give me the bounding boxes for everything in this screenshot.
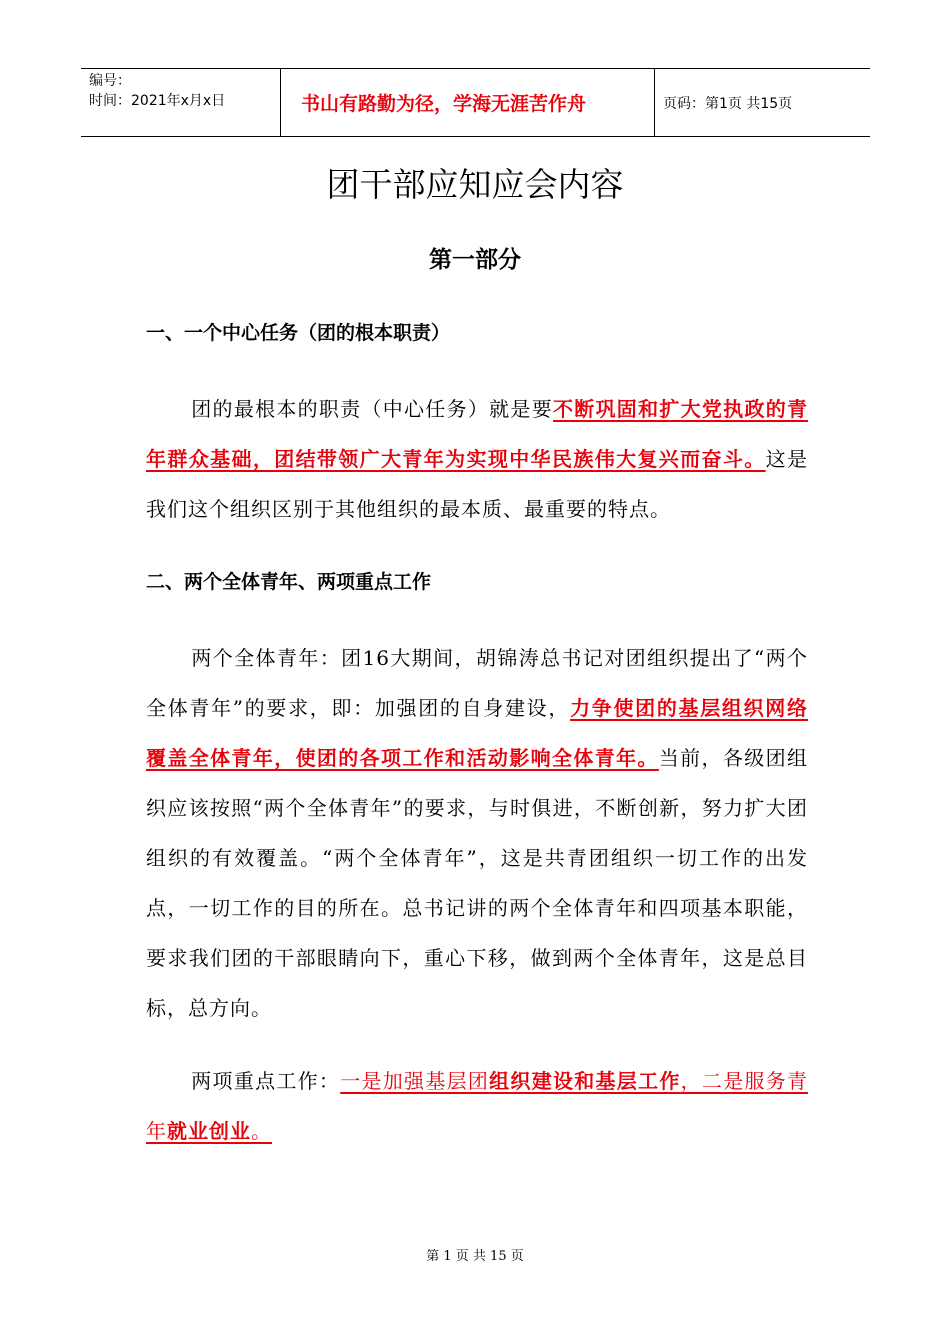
section2-p2-red-3: 。 — [251, 1119, 272, 1143]
section2-heading: 二、两个全体青年、两项重点工作 — [146, 571, 432, 593]
section2-p1-highlight: 力争使团的基层组织网络覆盖全体青年，使团的各项工作和活动影响全体青年。 — [146, 696, 808, 770]
section1-p1-plain: 团的最根本的职责（中心任务）就是要 — [191, 397, 553, 421]
section2-paragraph-2 — [146, 1056, 808, 1156]
section2-p1-plain: 两个全体青年：团16大期间，胡锦涛总书记对团组织提出了“两个全体青年”的要求，即：加强团的自身建设， — [146, 646, 808, 720]
page-footer: 第 1 页 共 15 页 — [426, 1249, 524, 1264]
motto: 书山有路勤为径，学海无涯苦作舟 — [281, 69, 655, 136]
section2-p2-red-2: ，二是服务青年 — [146, 1069, 809, 1143]
section1-p1-highlight: 不断巩固和扩大党执政的青年群众基础，团结带领广大青年为实现中华民族伟大复兴而奋斗。 — [146, 397, 809, 471]
section1-paragraph — [146, 384, 808, 534]
section2-paragraph-1 — [146, 633, 808, 1033]
time-label: 时间：2021年x月x日 — [89, 93, 226, 109]
section1-p1-tail: 这是我们这个组织区别于其他组织的最本质、最重要的特点。 — [146, 447, 809, 521]
number-label: 编号： — [89, 73, 131, 89]
header-table — [81, 68, 870, 137]
section2-p2-bold-1: 组织建设和基层工作 — [489, 1069, 681, 1093]
section1-heading: 一、一个中心任务（团的根本职责） — [146, 322, 451, 344]
section2-p1-tail: 当前，各级团组织应该按照“两个全体青年”的要求，与时俱进，不断创新，努力扩大团组织的有效覆盖。“两个全体青年”，这是共青团组织一切工作的出发点，一切工作的目的所在。总书记讲的两个全体青年和四项基本职能，要求我们团的干部眼睛向下，重心下移，做到两个全体青年，这是总目标，总方向。 — [146, 746, 809, 1020]
header-meta-cell — [81, 69, 281, 136]
part-heading: 第一部分 — [429, 247, 521, 273]
section2-p2-red-1: 一是加强基层团 — [340, 1069, 490, 1093]
page-label: 页码：第1页 共15页 — [663, 95, 793, 112]
section2-p2-plain: 两项重点工作： — [191, 1069, 341, 1093]
document-title: 团干部应知应会内容 — [326, 165, 624, 204]
section2-p2-bold-2: 就业创业 — [167, 1119, 251, 1143]
